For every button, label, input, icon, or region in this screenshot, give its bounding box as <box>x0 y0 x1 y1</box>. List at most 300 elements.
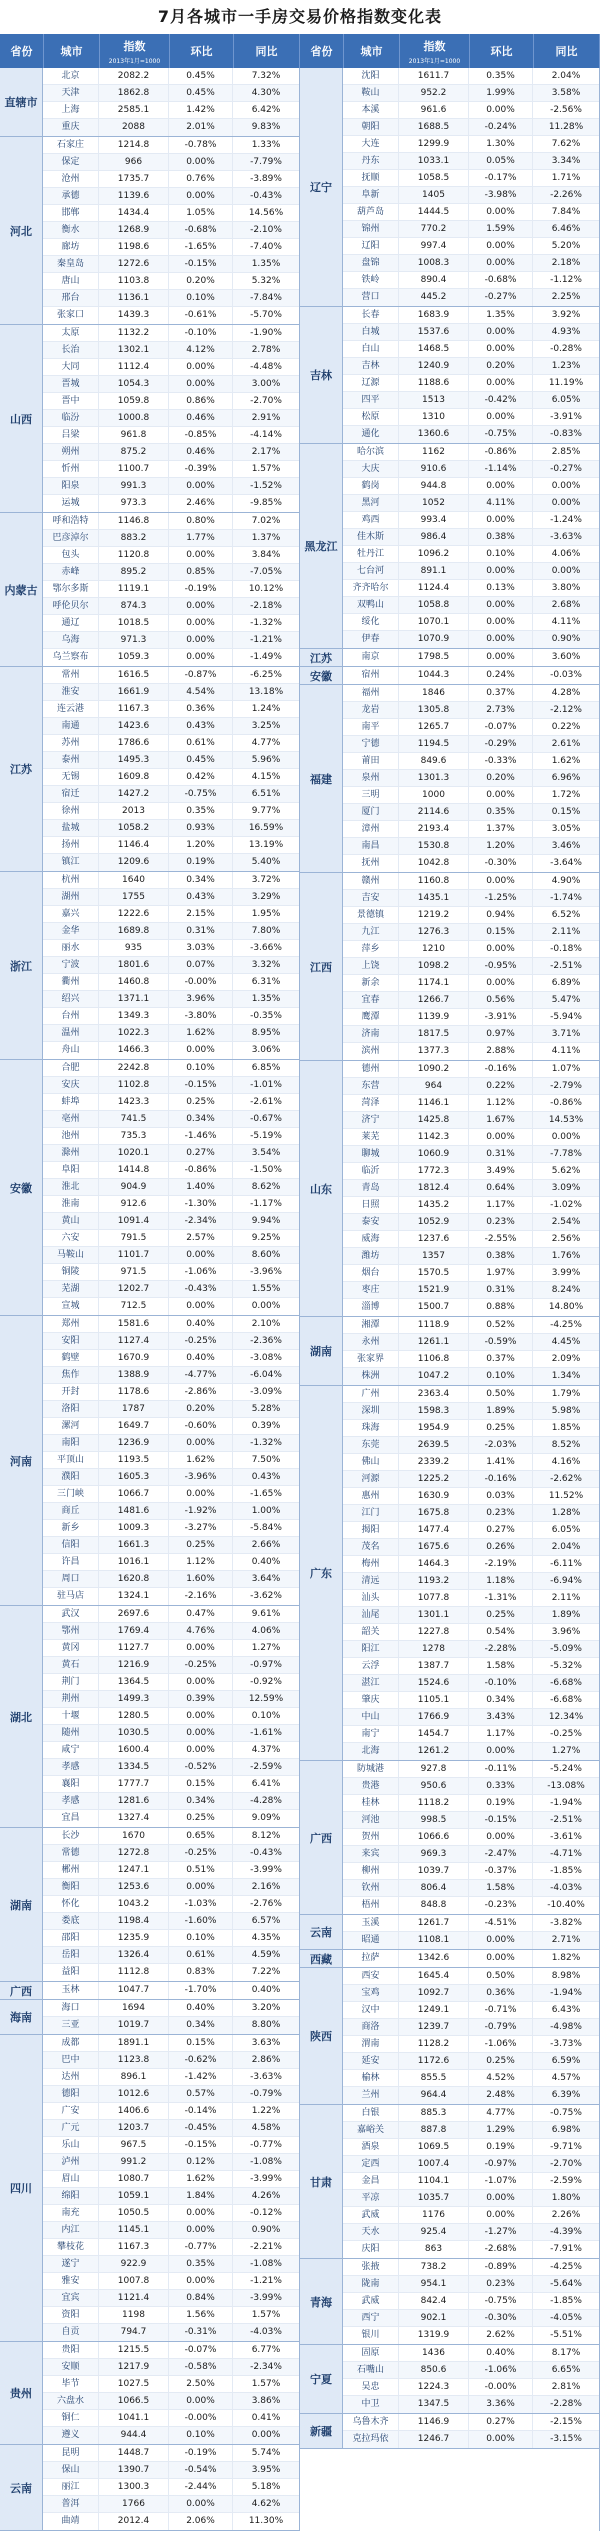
index-cell: 1605.3 <box>99 1469 169 1485</box>
city-cell: 珠海 <box>343 1420 399 1436</box>
city-cell: 临沂 <box>343 1163 399 1179</box>
city-cell: 淮南 <box>43 1196 99 1212</box>
mom-cell: -0.78% <box>169 137 233 153</box>
table-row <box>43 1896 299 1913</box>
mom-cell: -0.15% <box>469 1812 533 1828</box>
yoy-cell: 6.43% <box>551 2005 581 2015</box>
table-row <box>43 2103 299 2120</box>
index-cell: 1630.9 <box>399 1488 469 1504</box>
table-row <box>43 495 299 512</box>
table-row <box>343 204 599 221</box>
yoy-cell: -4.98% <box>550 2022 582 2032</box>
yoy-cell: 4.06% <box>251 1626 281 1636</box>
mom-cell: 0.37% <box>469 1351 533 1367</box>
yoy-cell: 5.28% <box>251 1404 281 1414</box>
yoy-cell: 3.06% <box>251 1045 281 1055</box>
index-cell: 1120.8 <box>99 547 169 563</box>
city-cell: 呼伦贝尔 <box>43 598 99 614</box>
mom-cell: 1.62% <box>169 1025 233 1041</box>
yoy-cell: -3.08% <box>250 1353 282 1363</box>
city-cell: 泉州 <box>343 770 399 786</box>
yoy-cell: -0.03% <box>550 670 582 680</box>
yoy-cell: -3.73% <box>550 2039 582 2049</box>
mom-cell: -0.07% <box>469 719 533 735</box>
mom-cell: -0.16% <box>469 1471 533 1487</box>
index-cell: 2242.8 <box>99 1060 169 1076</box>
yoy-cell: 0.41% <box>251 2413 281 2423</box>
index-cell: 1299.9 <box>399 136 469 152</box>
city-cell: 桂林 <box>343 1795 399 1811</box>
yoy-cell: -0.25% <box>550 1729 582 1739</box>
province-rows <box>43 1316 299 1605</box>
table-row <box>43 1247 299 1264</box>
mom-cell: 2.48% <box>469 2087 533 2104</box>
index-cell: 1513 <box>399 392 469 408</box>
yoy-cell: 1.07% <box>551 1064 581 1074</box>
table-row <box>343 838 599 855</box>
table-row <box>43 359 299 376</box>
yoy-cell: 1.57% <box>251 2379 281 2389</box>
city-cell: 乐山 <box>43 2137 99 2153</box>
yoy-cell: -2.56% <box>550 105 582 115</box>
header-index-sub: 2013年1月=1000 <box>408 57 461 65</box>
city-cell: 贺州 <box>343 1829 399 1845</box>
mom-cell: 0.35% <box>469 804 533 820</box>
index-cell: 1675.6 <box>399 1539 469 1555</box>
city-cell: 酒泉 <box>343 2139 399 2155</box>
yoy-cell: 4.35% <box>251 1933 281 1943</box>
yoy-cell: 2.54% <box>551 1217 581 1227</box>
mom-cell: -0.11% <box>469 1761 533 1777</box>
table-row <box>343 2036 599 2053</box>
province-cell: 广西 <box>0 1982 43 1999</box>
index-cell: 712.5 <box>99 1298 169 1315</box>
yoy-cell: -2.61% <box>250 1097 282 1107</box>
province-cell: 山东 <box>300 1061 343 1316</box>
index-cell: 1146.4 <box>99 837 169 853</box>
city-cell: 商洛 <box>343 2019 399 2035</box>
index-cell: 1058.5 <box>399 170 469 186</box>
yoy-cell: 0.90% <box>551 634 581 644</box>
city-cell: 镇江 <box>43 854 99 871</box>
table-row <box>43 1862 299 1879</box>
table-row <box>43 222 299 239</box>
yoy-cell: -3.82% <box>550 1918 582 1928</box>
mom-cell: 0.00% <box>469 614 533 630</box>
yoy-cell: -2.28% <box>550 2399 582 2409</box>
yoy-cell: 11.52% <box>548 1491 584 1501</box>
city-cell: 天津 <box>43 85 99 101</box>
city-cell: 枣庄 <box>343 1282 399 1298</box>
city-cell: 鹰潭 <box>343 1009 399 1025</box>
province-group <box>300 68 599 307</box>
yoy-cell: 1.95% <box>251 909 281 919</box>
yoy-cell: -1.90% <box>250 328 282 338</box>
table-row <box>343 1420 599 1437</box>
yoy-cell: -4.48% <box>250 362 282 372</box>
mom-cell: 0.00% <box>169 1879 233 1895</box>
index-cell: 1640 <box>99 872 169 888</box>
province-cell: 广东 <box>300 1386 343 1760</box>
city-cell: 呼和浩特 <box>43 513 99 529</box>
city-cell: 南昌 <box>343 838 399 854</box>
mom-cell: 0.97% <box>469 1026 533 1042</box>
yoy-cell: -5.84% <box>250 1523 282 1533</box>
yoy-cell: -6.94% <box>550 1576 582 1586</box>
city-cell: 重庆 <box>43 119 99 136</box>
yoy-cell: -1.21% <box>250 2276 282 2286</box>
index-cell: 1227.8 <box>399 1624 469 1640</box>
mom-cell: 1.35% <box>469 307 533 323</box>
mom-cell: -0.15% <box>169 256 233 272</box>
mom-cell: -2.28% <box>469 1641 533 1657</box>
yoy-cell: -3.61% <box>550 1832 582 1842</box>
index-cell: 1044.3 <box>399 667 469 684</box>
index-cell: 1239.7 <box>399 2019 469 2035</box>
mom-cell: -0.00% <box>169 2410 233 2426</box>
yoy-cell: -3.89% <box>250 174 282 184</box>
table-row <box>343 1282 599 1299</box>
table-row <box>343 2070 599 2087</box>
table-row <box>43 735 299 752</box>
index-cell: 1766.9 <box>399 1709 469 1725</box>
table-row <box>343 1932 599 1949</box>
index-cell: 1007.8 <box>99 2273 169 2289</box>
city-cell: 中山 <box>343 1709 399 1725</box>
yoy-cell: -13.08% <box>547 1781 585 1791</box>
mom-cell: -1.06% <box>169 1264 233 1280</box>
mom-cell: 1.58% <box>469 1880 533 1896</box>
table-row <box>43 137 299 154</box>
city-cell: 德阳 <box>43 2086 99 2102</box>
index-cell: 1280.5 <box>99 1708 169 1724</box>
yoy-cell: 3.92% <box>551 310 581 320</box>
table-row <box>43 1623 299 1640</box>
city-cell: 绵阳 <box>43 2188 99 2204</box>
yoy-cell: 5.20% <box>551 241 581 251</box>
yoy-cell: -5.94% <box>550 1012 582 1022</box>
index-cell: 1000 <box>399 787 469 803</box>
province-cell: 江苏 <box>300 649 343 666</box>
table-row <box>343 307 599 324</box>
yoy-cell: -1.50% <box>250 1165 282 1175</box>
table-row <box>43 154 299 171</box>
yoy-cell: 4.37% <box>251 1745 281 1755</box>
mom-cell: 1.58% <box>469 1658 533 1674</box>
table-row <box>343 614 599 631</box>
table-row <box>43 2376 299 2393</box>
city-cell: 益阳 <box>43 1964 99 1981</box>
table-row <box>43 2513 299 2530</box>
table-row <box>343 1522 599 1539</box>
index-cell: 791.5 <box>99 1230 169 1246</box>
province-group <box>0 1060 299 1316</box>
mom-cell: -0.37% <box>469 1863 533 1879</box>
mom-cell: 1.12% <box>469 1095 533 1111</box>
mom-cell: -0.61% <box>169 307 233 324</box>
city-cell: 安顺 <box>43 2359 99 2375</box>
yoy-cell: -2.12% <box>550 705 582 715</box>
table-row <box>43 547 299 564</box>
city-cell: 盐城 <box>43 820 99 836</box>
yoy-cell: 4.62% <box>251 2499 281 2509</box>
table-row <box>43 205 299 222</box>
mom-cell: -0.95% <box>469 958 533 974</box>
yoy-cell: -1.32% <box>250 618 282 628</box>
table-row <box>343 1880 599 1897</box>
index-cell: 1217.9 <box>99 2359 169 2375</box>
index-cell: 952.2 <box>399 85 469 101</box>
table-row <box>343 2310 599 2327</box>
yoy-cell: 2.86% <box>251 2055 281 2065</box>
index-cell: 885.3 <box>399 2105 469 2121</box>
mom-cell: 0.45% <box>169 68 233 84</box>
mom-cell: 0.00% <box>469 102 533 118</box>
table-row <box>343 392 599 409</box>
mom-cell: 0.00% <box>469 204 533 220</box>
table-row <box>343 546 599 563</box>
yoy-cell: 11.30% <box>248 2516 284 2526</box>
table-row <box>343 2293 599 2310</box>
table-row <box>43 1128 299 1145</box>
table-row <box>343 324 599 341</box>
yoy-cell: 9.77% <box>251 806 281 816</box>
mom-cell: 0.43% <box>169 889 233 905</box>
table-row <box>343 187 599 204</box>
city-cell: 拉萨 <box>343 1950 399 1967</box>
city-cell: 抚顺 <box>343 170 399 186</box>
mom-cell: 0.00% <box>169 547 233 563</box>
index-cell: 1105.1 <box>399 1692 469 1708</box>
mom-cell: 1.05% <box>169 205 233 221</box>
table-row <box>43 461 299 478</box>
table-row <box>343 787 599 804</box>
mom-cell: -0.59% <box>469 1334 533 1350</box>
yoy-cell: -1.08% <box>250 2157 282 2167</box>
mom-cell: 0.40% <box>469 2345 533 2361</box>
city-cell: 咸宁 <box>43 1742 99 1758</box>
city-cell: 天水 <box>343 2224 399 2240</box>
yoy-cell: -4.03% <box>550 1883 582 1893</box>
city-cell: 马鞍山 <box>43 1247 99 1263</box>
mom-cell: 0.25% <box>469 1607 533 1623</box>
mom-cell: 0.00% <box>469 409 533 425</box>
table-row <box>43 119 299 136</box>
mom-cell: 0.10% <box>169 290 233 306</box>
city-cell: 芜湖 <box>43 1281 99 1297</box>
table-row <box>343 1950 599 1967</box>
table-row <box>43 1810 299 1827</box>
index-cell: 1786.6 <box>99 735 169 751</box>
mom-cell: -0.31% <box>169 2324 233 2341</box>
city-cell: 阳江 <box>343 1641 399 1657</box>
city-cell: 新余 <box>343 975 399 991</box>
table-row <box>43 1264 299 1281</box>
mom-cell: -2.68% <box>469 2241 533 2258</box>
index-cell: 925.4 <box>399 2224 469 2240</box>
index-cell: 1769.4 <box>99 1623 169 1639</box>
index-cell: 1127.4 <box>99 1333 169 1349</box>
mom-cell: 1.17% <box>469 1197 533 1213</box>
index-cell: 891.1 <box>399 563 469 579</box>
city-cell: 武威 <box>343 2293 399 2309</box>
mom-cell: 0.25% <box>169 1537 233 1553</box>
table-row <box>43 2393 299 2410</box>
mom-cell: -0.89% <box>469 2259 533 2275</box>
city-cell: 烟台 <box>343 1265 399 1281</box>
index-cell: 1039.7 <box>399 1863 469 1879</box>
province-cell: 新疆 <box>300 2414 343 2448</box>
yoy-cell: 3.05% <box>551 824 581 834</box>
table-row <box>343 2276 599 2293</box>
table-row <box>43 786 299 803</box>
index-cell: 1755 <box>99 889 169 905</box>
table-row <box>343 1812 599 1829</box>
table-row <box>43 427 299 444</box>
city-cell: 玉林 <box>43 1982 99 1999</box>
yoy-cell: -1.21% <box>250 635 282 645</box>
index-cell: 1521.9 <box>399 1282 469 1298</box>
index-cell: 1096.2 <box>399 546 469 562</box>
yoy-cell: 8.12% <box>251 1831 281 1841</box>
table-row <box>343 1968 599 1985</box>
table-row <box>343 255 599 272</box>
index-cell: 1020.1 <box>99 1145 169 1161</box>
yoy-cell: 2.09% <box>551 1354 581 1364</box>
mom-cell: 0.65% <box>169 1828 233 1844</box>
table-row <box>43 2052 299 2069</box>
table-row <box>43 256 299 273</box>
yoy-cell: -2.34% <box>250 2362 282 2372</box>
yoy-cell: -0.86% <box>550 1098 582 1108</box>
province-cell: 内蒙古 <box>0 513 43 666</box>
city-cell: 梅州 <box>343 1556 399 1572</box>
table-row <box>43 1828 299 1845</box>
yoy-cell: 4.16% <box>551 1457 581 1467</box>
index-cell: 1059.1 <box>99 2188 169 2204</box>
province-rows <box>43 2445 299 2530</box>
mom-cell: 0.84% <box>169 2290 233 2306</box>
yoy-cell: 5.18% <box>251 2482 281 2492</box>
province-rows <box>343 1061 599 1316</box>
yoy-cell: 1.37% <box>251 533 281 543</box>
city-cell: 成都 <box>43 2035 99 2051</box>
city-cell: 铜仁 <box>43 2410 99 2426</box>
yoy-cell: 4.06% <box>551 549 581 559</box>
index-cell: 1219.2 <box>399 907 469 923</box>
yoy-cell: -0.67% <box>250 1114 282 1124</box>
mom-cell: 0.88% <box>469 1299 533 1316</box>
city-cell: 银川 <box>343 2327 399 2344</box>
index-cell: 2339.2 <box>399 1454 469 1470</box>
index-cell: 1123.8 <box>99 2052 169 2068</box>
city-cell: 怀化 <box>43 1896 99 1912</box>
mom-cell: 1.29% <box>469 2122 533 2138</box>
city-cell: 湛江 <box>343 1675 399 1691</box>
table-row <box>343 238 599 255</box>
province-group <box>300 1950 599 1968</box>
index-cell: 1052.9 <box>399 1214 469 1230</box>
yoy-cell: 4.15% <box>251 772 281 782</box>
mom-cell: 0.00% <box>169 1640 233 1656</box>
yoy-cell: 6.05% <box>551 395 581 405</box>
yoy-cell: 4.26% <box>251 2191 281 2201</box>
index-cell: 1261.7 <box>399 1915 469 1931</box>
mom-cell: -2.19% <box>469 1556 533 1572</box>
city-cell: 吉林 <box>343 358 399 374</box>
yoy-cell: 2.16% <box>251 1882 281 1892</box>
index-cell: 993.4 <box>399 512 469 528</box>
index-cell: 1022.3 <box>99 1025 169 1041</box>
yoy-cell: -6.68% <box>550 1695 582 1705</box>
city-cell: 嘉兴 <box>43 906 99 922</box>
mom-cell: 1.67% <box>469 1112 533 1128</box>
city-cell: 长沙 <box>43 1828 99 1844</box>
city-cell: 宿迁 <box>43 786 99 802</box>
yoy-cell: 2.78% <box>251 345 281 355</box>
city-cell: 景德镇 <box>343 907 399 923</box>
table-row <box>343 375 599 392</box>
yoy-cell: 6.05% <box>551 1525 581 1535</box>
city-cell: 威海 <box>343 1231 399 1247</box>
mom-cell: -0.75% <box>469 2293 533 2309</box>
mom-cell: 0.47% <box>169 1606 233 1622</box>
table-row <box>343 1112 599 1129</box>
mom-cell: 0.13% <box>469 580 533 596</box>
yoy-cell: 4.11% <box>551 1046 581 1056</box>
city-cell: 江门 <box>343 1505 399 1521</box>
index-cell: 1054.3 <box>99 376 169 392</box>
mom-cell: 0.00% <box>169 2205 233 2221</box>
mom-cell: 1.12% <box>169 1554 233 1570</box>
index-cell: 2114.6 <box>399 804 469 820</box>
table-row <box>343 821 599 838</box>
mom-cell: 4.54% <box>169 684 233 700</box>
province-group <box>0 2342 299 2445</box>
table-row <box>43 820 299 837</box>
yoy-cell: 4.58% <box>251 2123 281 2133</box>
yoy-cell: -5.51% <box>550 2330 582 2340</box>
table-row <box>343 1590 599 1607</box>
index-cell: 850.6 <box>399 2362 469 2378</box>
table-row <box>43 957 299 974</box>
index-cell: 1862.8 <box>99 85 169 101</box>
yoy-cell: 6.89% <box>551 978 581 988</box>
yoy-cell: 3.84% <box>251 550 281 560</box>
table-row <box>43 1776 299 1793</box>
index-cell: 1121.4 <box>99 2290 169 2306</box>
index-cell: 1224.3 <box>399 2379 469 2395</box>
table-row <box>43 854 299 871</box>
index-cell: 1142.3 <box>399 1129 469 1145</box>
yoy-cell: 9.94% <box>251 1216 281 1226</box>
yoy-cell: 3.00% <box>251 379 281 389</box>
index-cell: 1178.6 <box>99 1384 169 1400</box>
yoy-cell: -1.65% <box>250 1489 282 1499</box>
table-row <box>43 1316 299 1333</box>
yoy-cell: -3.64% <box>550 858 582 868</box>
yoy-cell: 13.18% <box>248 687 284 697</box>
index-cell: 1272.6 <box>99 256 169 272</box>
table-row <box>43 1060 299 1077</box>
province-rows <box>43 1606 299 1827</box>
mom-cell: 0.45% <box>169 85 233 101</box>
city-cell: 抚州 <box>343 855 399 872</box>
yoy-cell: 3.80% <box>551 583 581 593</box>
index-cell: 922.9 <box>99 2256 169 2272</box>
table-row <box>343 2019 599 2036</box>
table-row <box>343 1197 599 1214</box>
